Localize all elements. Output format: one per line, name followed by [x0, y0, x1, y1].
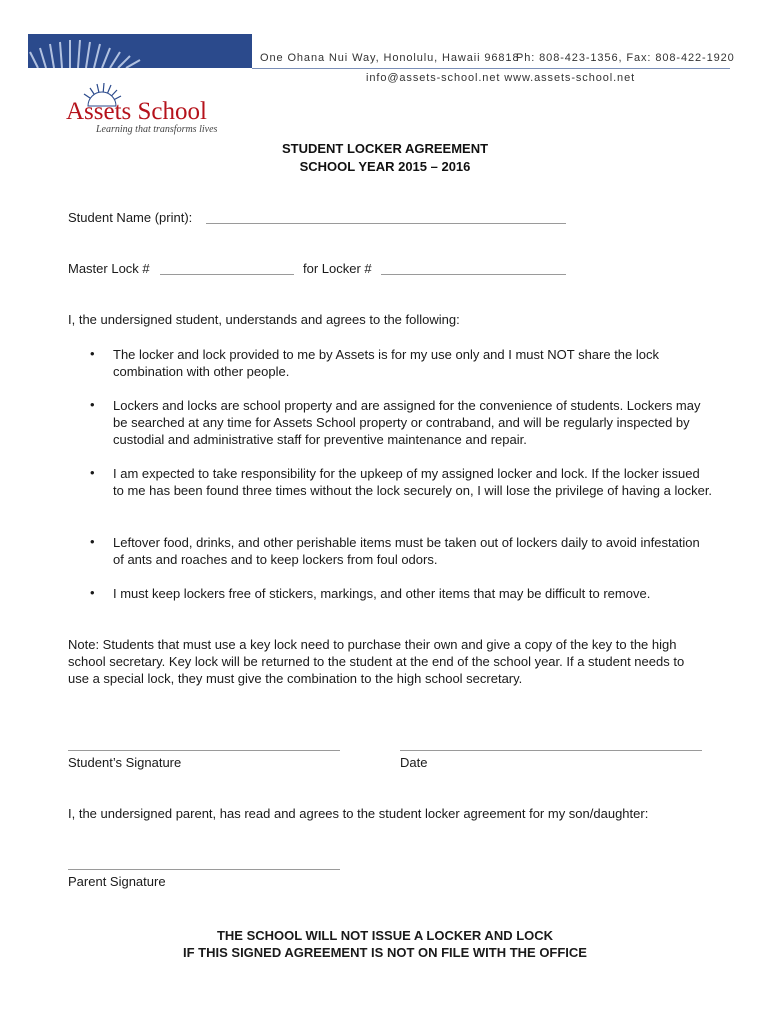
rule-item: The locker and lock provided to me by Assets is for my use only and I must NOT share the lock combination with other people. [113, 347, 659, 379]
school-email-web: info@assets-school.net www.assets-school.net [366, 72, 636, 84]
footer-warning-line1: THE SCHOOL WILL NOT ISSUE A LOCKER AND LOCK [216, 928, 554, 943]
bullet-icon: • [90, 465, 95, 480]
school-address: One Ohana Nui Way, Honolulu, Hawaii 96818 [260, 52, 520, 64]
date-field[interactable] [400, 750, 702, 751]
master-lock-field[interactable] [160, 274, 294, 275]
locker-number-label: for Locker # [303, 261, 372, 276]
document-title: STUDENT LOCKER AGREEMENT [281, 141, 489, 156]
bullet-icon: • [90, 585, 95, 600]
rule-item: I am expected to take responsibility for the upkeep of my assigned locker and lock. If the locker issued to me has been found three times without the lock securely on, I will lose the privilege of having a locker. [113, 466, 713, 498]
master-lock-label: Master Lock # [68, 261, 150, 276]
bullet-icon: • [90, 346, 95, 361]
document-subtitle: SCHOOL YEAR 2015 – 2016 [299, 159, 471, 174]
date-label: Date [400, 755, 428, 770]
bullet-icon: • [90, 397, 95, 412]
rule-item: I must keep lockers free of stickers, markings, and other items that may be difficult to remove. [113, 586, 651, 601]
student-name-label: Student Name (print): [68, 210, 193, 225]
logo-name: Assets School [66, 98, 207, 125]
key-lock-note: Note: Students that must use a key lock need to purchase their own and give a copy of the key to the high school secretary. Key lock will be returned to the student at the end of the school year. If a student needs to use a special lock, they must give the combination to the high school secretary. [68, 637, 685, 686]
bullet-icon: • [90, 534, 95, 549]
student-name-field[interactable] [206, 223, 566, 224]
logo-tagline: Learning that transforms lives [96, 124, 218, 135]
sunburst-graphic [28, 34, 252, 68]
header-rule [252, 68, 730, 69]
parent-statement: I, the undersigned parent, has read and agrees to the student locker agreement for my son/daughter: [68, 806, 649, 821]
footer-warning-line2: IF THIS SIGNED AGREEMENT IS NOT ON FILE WITH THE OFFICE [183, 945, 587, 960]
locker-number-field[interactable] [381, 274, 566, 275]
school-phone-fax: Ph: 808-423-1356, Fax: 808-422-1920 [516, 52, 735, 64]
rule-item: Lockers and locks are school property and are assigned for the convenience of students. Lockers may be searched at any time for Assets School property or contraband, and will be regularly inspected by custodial and administrative staff for preventive maintenance and repair. [113, 398, 701, 447]
parent-signature-label: Parent Signature [68, 874, 166, 889]
agreement-intro: I, the undersigned student, understands and agrees to the following: [68, 312, 460, 327]
header-banner [28, 34, 252, 68]
student-signature-field[interactable] [68, 750, 340, 751]
rule-item: Leftover food, drinks, and other perishable items must be taken out of lockers daily to avoid infestation of ants and roaches and to keep lockers from foul odors. [113, 535, 700, 567]
student-signature-label: Student’s Signature [68, 755, 182, 770]
parent-signature-field[interactable] [68, 869, 340, 870]
